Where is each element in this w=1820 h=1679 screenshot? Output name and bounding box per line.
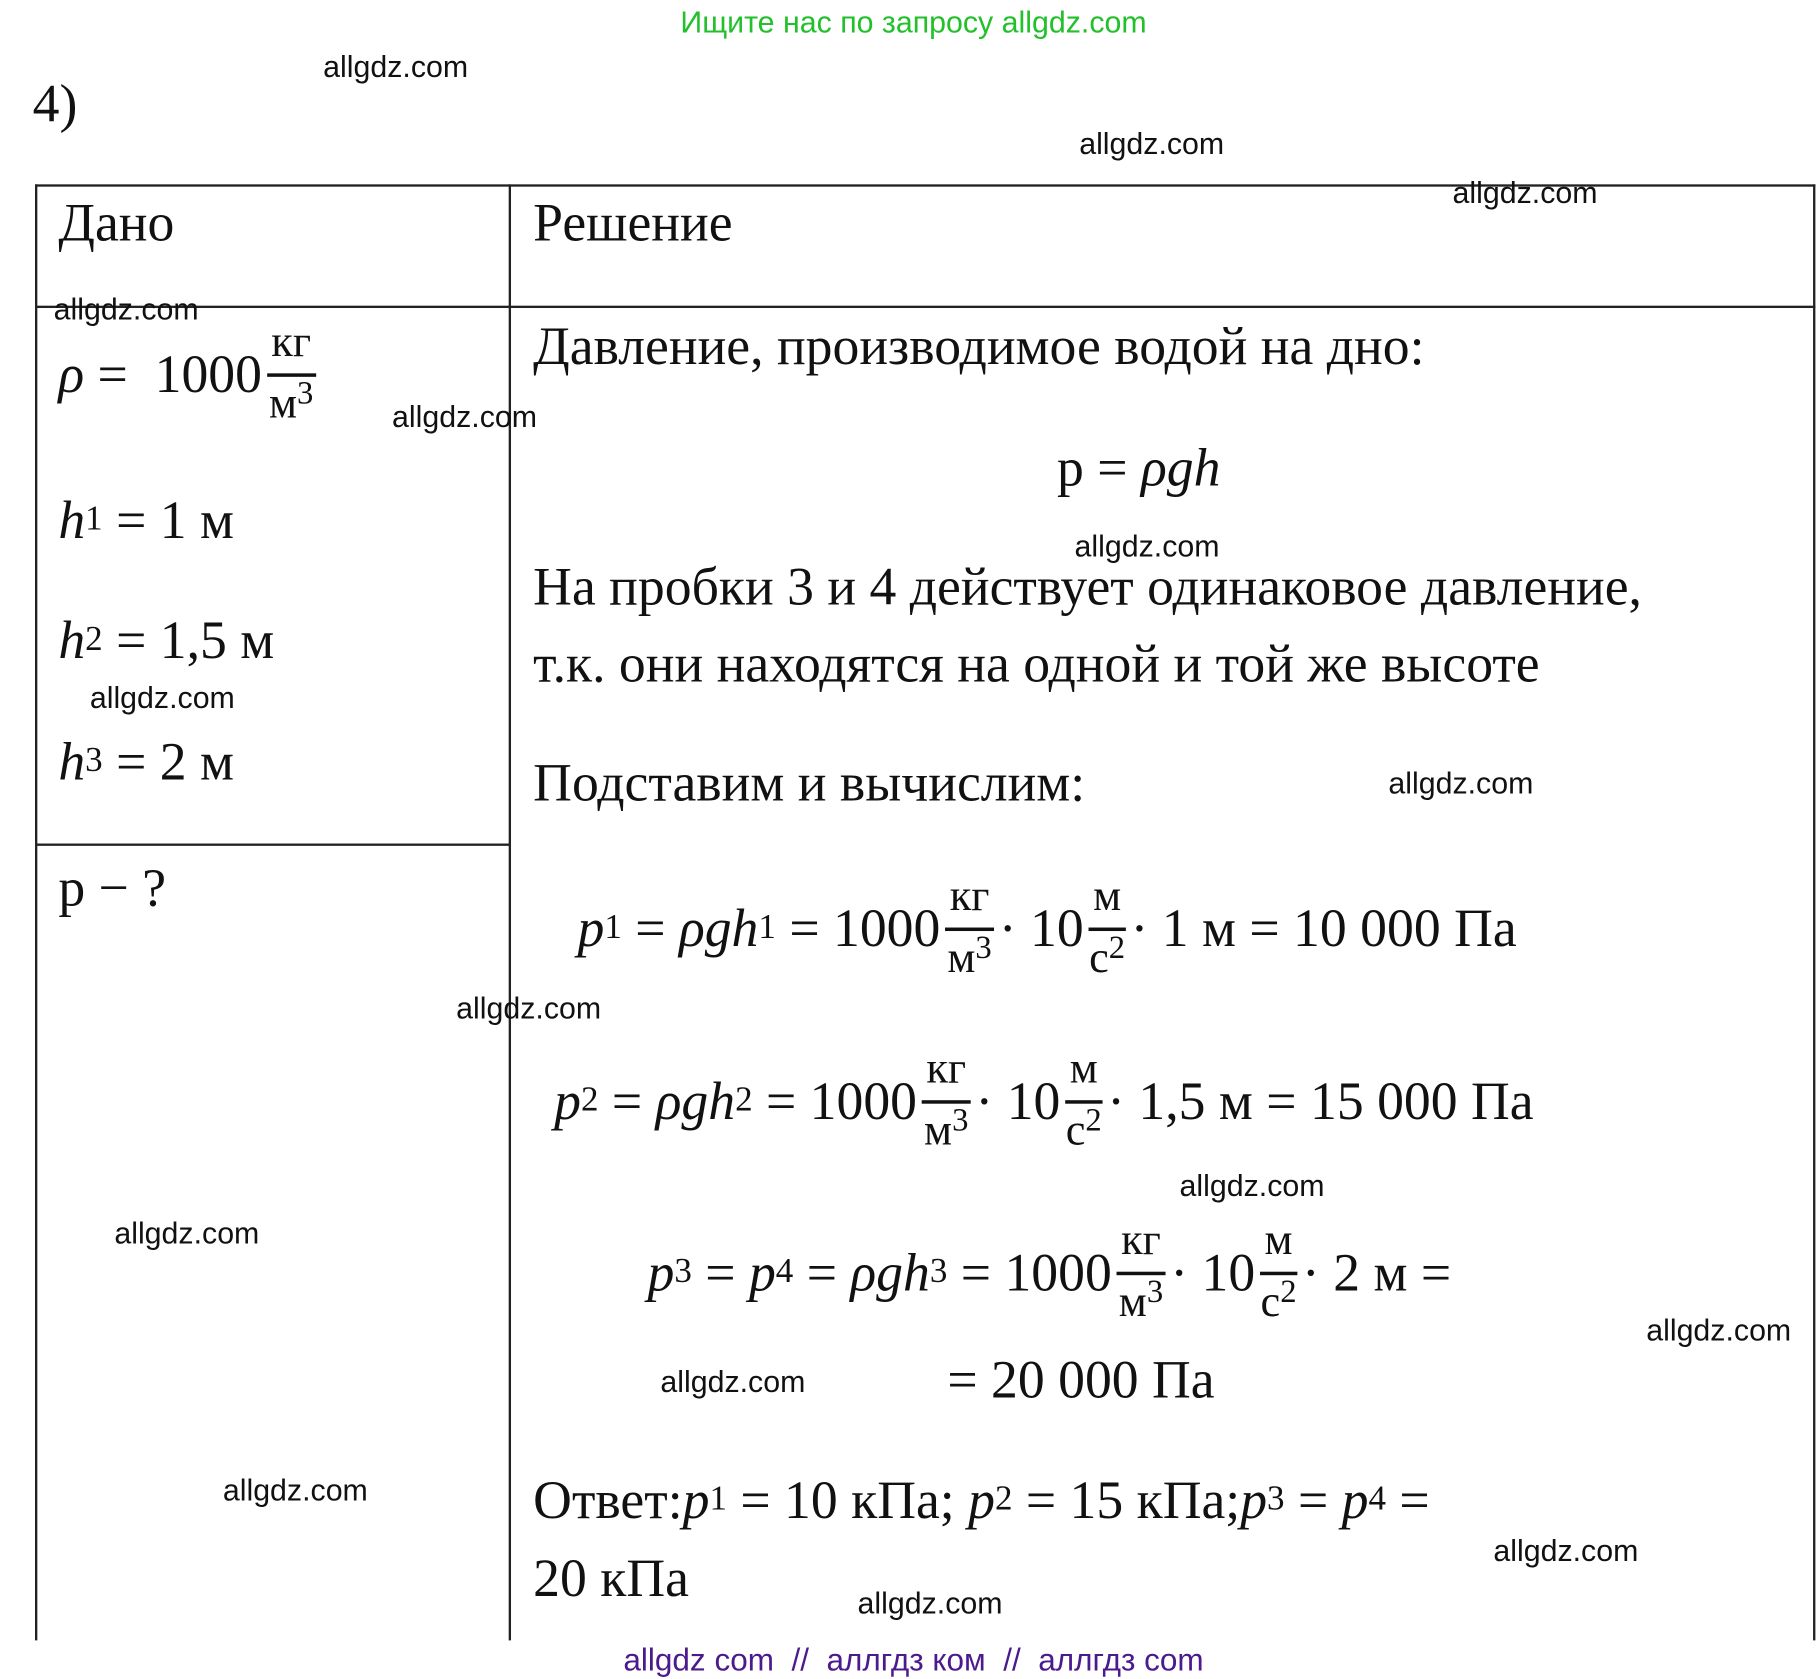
math-variable: h xyxy=(58,489,86,549)
math-text: · 10 xyxy=(1170,1241,1256,1302)
given-h1: h 1 = 1 м xyxy=(58,489,234,549)
math-text: = 15 кПа; xyxy=(1012,1469,1241,1529)
denominator-unit: м xyxy=(1118,1276,1147,1326)
unit-fraction xyxy=(922,1043,971,1155)
denominator-unit: с xyxy=(1065,1105,1086,1155)
math-text: = 1000 xyxy=(947,1241,1112,1302)
math-text: = 1000 xyxy=(84,343,262,404)
math-variable: ρgh xyxy=(678,897,759,958)
unit-fraction xyxy=(1260,1215,1297,1326)
fraction-denominator xyxy=(1066,1103,1102,1154)
denominator-exponent: 3 xyxy=(975,929,992,966)
watermark: allgdz.com xyxy=(323,49,469,85)
denominator-unit: м xyxy=(924,1105,953,1155)
table-left-border xyxy=(35,184,37,1640)
denominator-exponent: 3 xyxy=(1146,1273,1164,1310)
watermark: allgdz.com xyxy=(1179,1167,1325,1203)
table-right-border xyxy=(1813,184,1815,1640)
math-text: = xyxy=(621,897,679,958)
denominator-exponent: 2 xyxy=(1108,929,1126,966)
answer-line-2: 20 кПа xyxy=(533,1548,689,1608)
fraction-denominator xyxy=(947,930,991,981)
math-variable: p xyxy=(1341,1469,1369,1529)
math-variable: p xyxy=(577,897,605,958)
solution-intro: Давление, производимое водой на дно: xyxy=(533,316,1425,376)
note-line-1: На пробки 3 и 4 действует одинаковое давление, xyxy=(533,556,1642,617)
fraction-numerator: кг xyxy=(267,319,316,376)
fraction-numerator: кг xyxy=(945,873,994,930)
unit-fraction xyxy=(945,873,994,981)
watermark: allgdz.com xyxy=(222,1472,368,1508)
math-text: = xyxy=(598,1070,656,1130)
denominator-exponent: 2 xyxy=(1280,1273,1297,1310)
math-text: = 1,5 м xyxy=(102,609,275,670)
denominator-exponent: 2 xyxy=(1085,1101,1102,1139)
answer-line-1: Ответ: p 1 = 10 кПа; p 2 = 15 кПа; p 3 = p 4 = xyxy=(533,1469,1430,1529)
math-variable: p xyxy=(682,1469,710,1529)
math-variable: ρgh xyxy=(850,1241,930,1302)
math-text: = xyxy=(1284,1469,1342,1529)
watermark: allgdz.com xyxy=(1493,1533,1639,1569)
footer-links[interactable]: allgdz com // аллгдз ком // аллгдз com xyxy=(623,1642,1204,1678)
unit-fraction xyxy=(1065,1043,1102,1155)
unit-fraction xyxy=(1116,1215,1165,1326)
watermark: allgdz.com xyxy=(1646,1312,1792,1348)
math-text: = xyxy=(691,1241,749,1302)
math-text: = 10 кПа; xyxy=(726,1469,969,1529)
task-number: 4) xyxy=(32,73,78,134)
watermark: allgdz.com xyxy=(1074,528,1220,564)
math-text: · 10 xyxy=(975,1070,1061,1130)
math-text: Ответ: xyxy=(533,1469,683,1529)
unknown-quantity: p − ? xyxy=(58,857,167,918)
fraction-denominator xyxy=(924,1103,968,1154)
math-text: p = xyxy=(1057,436,1141,497)
equation-p3-p4: p 3 = p 4 = ρgh 3 = 1000 $\frac{кг}{м^3}$ · 10 $\frac{м}{с^2}$ · 2 м = xyxy=(647,1215,1452,1326)
denominator-unit: с xyxy=(1260,1276,1281,1326)
given-header: Дано xyxy=(58,192,175,253)
fraction-numerator: м xyxy=(1065,1046,1102,1103)
substitute-text: Подставим и вычислим: xyxy=(533,752,1086,813)
math-variable: ρ xyxy=(58,343,85,404)
given-density xyxy=(58,316,320,428)
denominator-exponent: 3 xyxy=(952,1101,969,1139)
math-variable: p xyxy=(968,1469,995,1529)
fraction-denominator xyxy=(1119,1275,1163,1326)
math-text: · 1 м = 10 000 Па xyxy=(1130,897,1517,958)
equation-p3-result: = 20 000 Па xyxy=(947,1349,1215,1410)
fraction-denominator xyxy=(1261,1275,1297,1326)
math-text: = 1000 xyxy=(775,897,941,958)
watermark: allgdz.com xyxy=(1452,175,1598,211)
watermark: allgdz.com xyxy=(1079,126,1225,162)
math-text: = 2 м xyxy=(102,730,234,791)
math-variable: p xyxy=(748,1241,776,1302)
equation-p1: p 1 = ρgh 1 = 1000 $\frac{кг}{м^3}$ · 10 $\frac{м}{с^2}$ · 1 м = 10 000 Па xyxy=(577,871,1517,982)
watermark: allgdz.com xyxy=(114,1215,260,1251)
math-variable: p xyxy=(647,1241,675,1302)
math-text: · 10 xyxy=(998,897,1084,958)
fraction-denominator xyxy=(269,376,313,427)
given-h3: h 3 = 2 м xyxy=(58,730,234,791)
math-text: · 2 м = xyxy=(1301,1241,1452,1302)
equation-p2: p 2 = ρgh 2 = 1000 $\frac{кг}{м^3}$ · 10 $\frac{м}{с^2}$ · 1,5 м = 15 000 Па xyxy=(554,1043,1534,1155)
math-variable: p xyxy=(1240,1469,1268,1529)
math-variable: p xyxy=(554,1070,582,1130)
math-text: = xyxy=(793,1241,851,1302)
denominator-exponent: 3 xyxy=(297,375,314,412)
watermark: allgdz.com xyxy=(53,291,199,327)
fraction-denominator xyxy=(1089,930,1125,981)
watermark: allgdz.com xyxy=(89,680,235,716)
fraction-numerator: кг xyxy=(1116,1218,1165,1275)
math-text: · 1,5 м = 15 000 Па xyxy=(1107,1070,1534,1130)
fraction-numerator: м xyxy=(1260,1218,1297,1275)
math-text: = 1000 xyxy=(752,1070,918,1130)
table-header-divider xyxy=(35,306,1815,308)
solution-header: Решение xyxy=(533,192,733,253)
math-text: = xyxy=(1386,1469,1430,1529)
unit-fraction xyxy=(1088,873,1125,981)
watermark: allgdz.com xyxy=(660,1363,806,1399)
denominator-unit: м xyxy=(947,932,976,982)
watermark: allgdz.com xyxy=(1388,765,1534,801)
watermark: allgdz.com xyxy=(456,990,602,1026)
watermark: allgdz.com xyxy=(392,399,538,435)
unit-fraction xyxy=(267,316,316,428)
given-h2: h 2 = 1,5 м xyxy=(58,609,275,670)
pressure-formula xyxy=(1057,438,1220,496)
math-variable: h xyxy=(58,609,86,670)
math-variable: ρgh xyxy=(655,1070,736,1130)
denominator-unit: м xyxy=(268,378,298,428)
top-banner[interactable]: Ищите нас по запросу allgdz.com xyxy=(680,4,1147,40)
math-variable: h xyxy=(58,730,86,791)
denominator-unit: с xyxy=(1089,932,1109,982)
given-divider xyxy=(35,844,510,846)
note-line-2: т.к. они находятся на одной и той же высоте xyxy=(533,633,1540,694)
math-variable: ρgh xyxy=(1140,436,1221,497)
math-text: = 1 м xyxy=(102,489,234,549)
fraction-numerator: м xyxy=(1088,873,1125,930)
fraction-numerator: кг xyxy=(922,1046,971,1103)
watermark: allgdz.com xyxy=(857,1585,1003,1621)
